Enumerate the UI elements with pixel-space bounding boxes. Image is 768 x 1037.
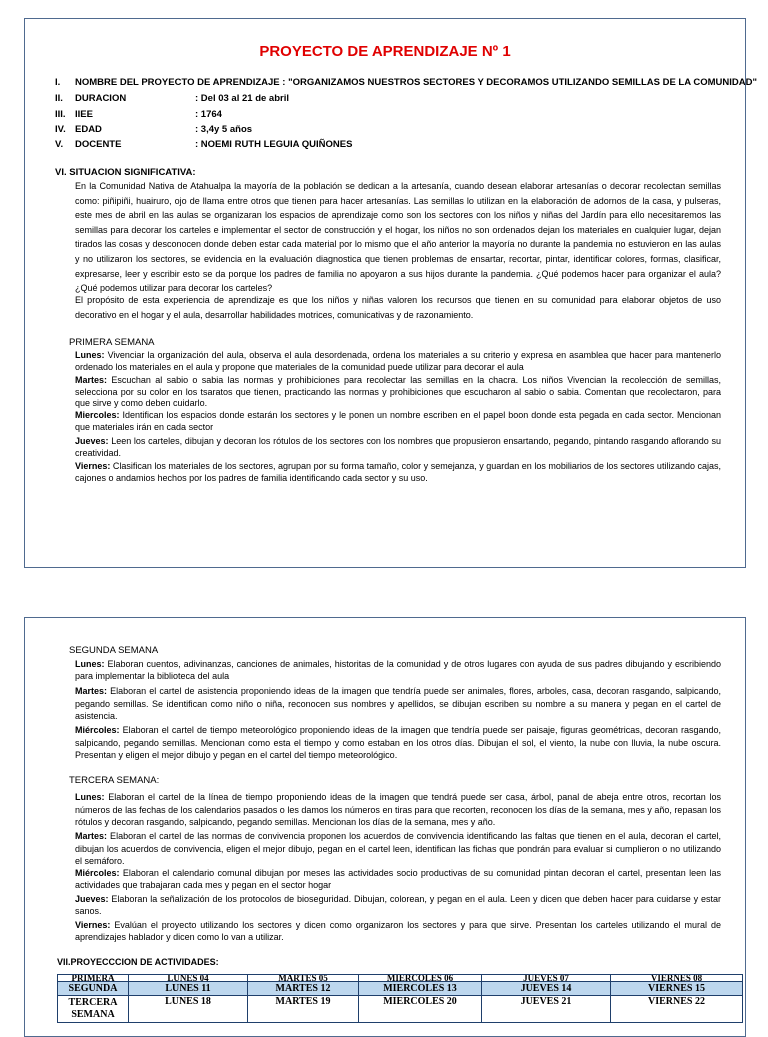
header-num: IV.	[55, 124, 66, 135]
header-label: DURACION	[75, 93, 127, 104]
day-label: Jueves:	[75, 894, 109, 904]
primera-semana-heading: PRIMERA SEMANA	[69, 337, 155, 348]
day-text: Elaboran el cartel de asistencia proponiendo ideas de la imagen que tendría puede ser animales, flores, arboles, casa, decoran rasgando, salpicando, pegando semillas. Se identifican como niño o niña, reconocen sus nombres y apellidos, se dibujan escriben su nombre a su manera y pegan en el cartel de asistencia.	[75, 686, 721, 722]
day-label: Jueves:	[75, 436, 109, 446]
tercera-viernes	[75, 920, 721, 943]
header-num: III.	[55, 109, 66, 120]
table-cell: VIERNES 15	[611, 982, 743, 996]
header-value: : "ORGANIZAMOS NUESTROS SECTORES Y DECORAMOS UTILIZANDO SEMILLAS DE LA COMUNIDAD"	[279, 77, 757, 88]
table-cell: MARTES 19	[248, 996, 359, 1023]
table-cell: MARTES 12	[248, 982, 359, 996]
table-cell: SEGUNDA	[58, 982, 129, 996]
day-text: Clasifican los materiales de los sectores, agrupan por su forma tamaño, color y semejanza, y guardan en los mobiliarios de los sectores utilizando cajas, cajones o andamios hechos por los padres de familia identificando cada sector y su uso.	[75, 461, 721, 483]
day-label: Miercoles:	[75, 410, 120, 420]
header-label: NOMBRE DEL PROYECTO DE APRENDIZAJE	[75, 77, 280, 88]
header-label: DOCENTE	[75, 139, 122, 150]
tercera-jueves	[75, 894, 721, 917]
segunda-lunes	[75, 659, 721, 682]
day-text: Evalúan el proyecto utilizando los sectores y dicen como organizaron los sectores y para que sirve. Presentan los carteles utilizando el mural de aprendizajes hablador y dicen como lo van a utilizar.	[75, 920, 721, 942]
day-label: Martes:	[75, 686, 108, 696]
header-value: : 1764	[195, 109, 222, 120]
table-cell: MIERCOLES 13	[359, 982, 482, 996]
table-cell: MIERCOLES 20	[359, 996, 482, 1023]
day-text: Escuchan al sabio o sabia las normas y prohibiciones para recolectar las semillas en la chacra. Los niños Vivencian la recolección de semillas, selecciona por su color en los tsaratos que tienen, practicando las normas y prohibiciones que escucharon al sabio o sabia. Comentan que recolectaron, para que sirve y como deben cuidarlo.	[75, 375, 721, 409]
tercera-lunes	[75, 791, 721, 829]
header-value: : NOEMI RUTH LEGUIA QUIÑONES	[195, 139, 353, 150]
segunda-semana-heading: SEGUNDA SEMANA	[69, 645, 159, 656]
day-label: Lunes:	[75, 350, 105, 360]
header-line-edad	[55, 124, 252, 135]
header-num: V.	[55, 139, 64, 150]
header-label: IIEE	[75, 109, 93, 120]
table-cell: MIERCOLES 06	[359, 975, 482, 982]
header-num: II.	[55, 93, 63, 104]
table-cell: VIERNES 22	[611, 996, 743, 1023]
situacion-paragraph-1: En la Comunidad Nativa de Atahualpa la mayoría de la población se dedican a la artesanía, cuando desean elaborar artesanías o decorar recolectan semillas como: piñipiñi, huairuro, ojo de llama entre otros que tienen para hacer artesanías. Las semillas lo utilizan en la elaboración de adornos de la casa, y pulseras, este mes de abril en las aulas se organizaran los espacios de aprendizaje como son los sectores con los niños y niñas del Jardín para ello necesitaremos las semillas para decorar los carteles e implementar el sector de construcción y el hogar, los niños no son ordenados dejan los materiales en cualquier lugar, dejan tirados las cosas y desconocen donde deben estar cada material por lo mismo que el año anterior la mayoría no durante la pandemia no estuvieron en las aulas y no utilizaron los sectores, se evidencia en la evaluación diagnostica que tienen problemas de ensartar, recortar, pintar, identificar colores, formas, clasificar, expresarse, leer y escribir esto se da porque los padres de familia no apoyaron a sus hijos durante la pandemia. ¿Qué podemos hacer para organizar el aula? ¿Qué podemos utilizar para decorar los carteles?	[75, 181, 721, 294]
day-label: Martes:	[75, 831, 108, 841]
day-text: Elaboran cuentos, adivinanzas, canciones de animales, historitas de la comunidad y de otros lugares con ayuda de sus padres dibujando y escribiendo para implementar la biblioteca del aula	[75, 659, 721, 681]
header-value: : 3,4y 5 años	[195, 124, 253, 135]
segunda-miercoles	[75, 724, 721, 762]
table-row	[58, 982, 743, 996]
primera-miercoles	[75, 410, 721, 433]
day-label: Lunes:	[75, 792, 105, 802]
primera-viernes	[75, 461, 721, 484]
segunda-martes	[75, 685, 721, 723]
primera-martes	[75, 375, 721, 410]
header-line-duracion	[55, 93, 289, 104]
table-cell: JUEVES 07	[482, 975, 611, 982]
day-label: Viernes:	[75, 920, 111, 930]
table-cell: LUNES 04	[129, 975, 248, 982]
day-text: Vivenciar la organización del aula, observa el aula desordenada, ordena los materiales a su criterio y expresa en asamblea que hacer para mantenerlo ordenado los materiales en el aula y propone que materiales de la comunidad puede utilizar para decorar el aula	[75, 350, 721, 372]
table-cell: LUNES 18	[129, 996, 248, 1023]
header-label: EDAD	[75, 124, 102, 135]
header-value: : Del 03 al 21 de abril	[195, 93, 289, 104]
header-num: I.	[55, 77, 61, 88]
situacion-paragraph-2: El propósito de esta experiencia de aprendizaje es que los niños y niñas valoren los recursos que tienen en su comunidad para elaborar objetos de uso decorativo en el hogar y el aula, desarrollar habilidades motrices, comunicativas y de razonamiento.	[75, 295, 721, 320]
proyeccion-table	[57, 974, 743, 1023]
day-label: Viernes:	[75, 461, 111, 471]
header-line-iiee	[55, 109, 222, 120]
table-cell: JUEVES 21	[482, 996, 611, 1023]
tercera-miercoles	[75, 868, 721, 891]
day-text: Elaboran el cartel de la línea de tiempo proponiendo ideas de la imagen que tendrá puede ser casa, árbol, panal de abeja entre otros, recortan los números de las fechas de los calendarios pasados o les damos los números en tiras para que recorten, reconocen los días de la semana, mes y año, repasan los rótulos y decoran rasgando, salpicando, pegando semillas. Mencionan los días de la semana, mes y año.	[75, 792, 721, 828]
table-cell: JUEVES 14	[482, 982, 611, 996]
document-page-2	[24, 617, 746, 1037]
day-text: Leen los carteles, dibujan y decoran los rótulos de los sectores con los nombres que propusieron ensartando, pegando, pintando rasgando aflorando su creatividad.	[75, 436, 721, 458]
table-cell: PRIMERA	[58, 975, 129, 982]
day-label: Lunes:	[75, 659, 105, 669]
document-page-1	[24, 18, 757, 568]
day-text: Elaboran el cartel de las normas de convivencia proponen los acuerdos de convivencia identificando las faltas que tienen en el aula, decoran el cartel, dibujan los acuerdos de convivencia, eligen el mejor dibujo, pegan en el cartel leen, identifican las fichas que pondrán para evaluar si cumplieron o no utilizando el semáforo.	[75, 831, 721, 867]
header-line-nombre	[55, 77, 757, 88]
table-cell: MARTES 05	[248, 975, 359, 982]
primera-lunes	[75, 350, 721, 373]
day-label: Miércoles:	[75, 868, 120, 878]
primera-jueves	[75, 436, 721, 459]
day-text: Elaboran el cartel de tiempo meteorológico proponiendo ideas de la imagen que tendría puede ser paisaje, figuras geométricas, decoran rasgando, salpicando, pegando semillas. Mencionan como esta el tiempo y como estaban en los otros días. Dibujan el sol, el viento, la nube con lluvia, la nube oscura. Presentan y eligen el mejor dibujo y pegan en el cartel del tiempo meteorológico.	[75, 725, 721, 761]
table-row	[58, 996, 743, 1023]
situacion-heading: VI. SITUACION SIGNIFICATIVA:	[55, 167, 196, 178]
table-cell: VIERNES 08	[611, 975, 743, 982]
page-title: PROYECTO DE APRENDIZAJE Nº 1	[259, 43, 511, 60]
tercera-semana-heading: TERCERA SEMANA:	[69, 775, 160, 786]
tercera-martes	[75, 830, 721, 868]
header-line-docente	[55, 139, 352, 150]
day-text: Elaboran el calendario comunal dibujan por meses las actividades socio productivas de su comunidad pintan decoran el cartel, presentan leen las actividades que trabajaran cada mes y pegan en el sector hogar	[75, 868, 721, 890]
day-text: Elaboran la señalización de los protocolos de bioseguridad. Dibujan, colorean, y pegan en el aula. Leen y dicen que deben hacer para cuidarse y estar sanos.	[75, 894, 721, 916]
proyeccion-heading: VII.PROYECCCION DE ACTIVIDADES:	[57, 957, 219, 967]
day-label: Miércoles:	[75, 725, 120, 735]
table-cell: TERCERA SEMANA	[58, 996, 129, 1023]
table-cell: LUNES 11	[129, 982, 248, 996]
day-label: Martes:	[75, 375, 108, 385]
day-text: Identifican los espacios donde estarán los sectores y le ponen un nombre escriben en el papel boon donde esta pegada en cada sector. Mencionan que materiales irán en cada sector	[75, 410, 721, 432]
table-row	[58, 975, 743, 982]
